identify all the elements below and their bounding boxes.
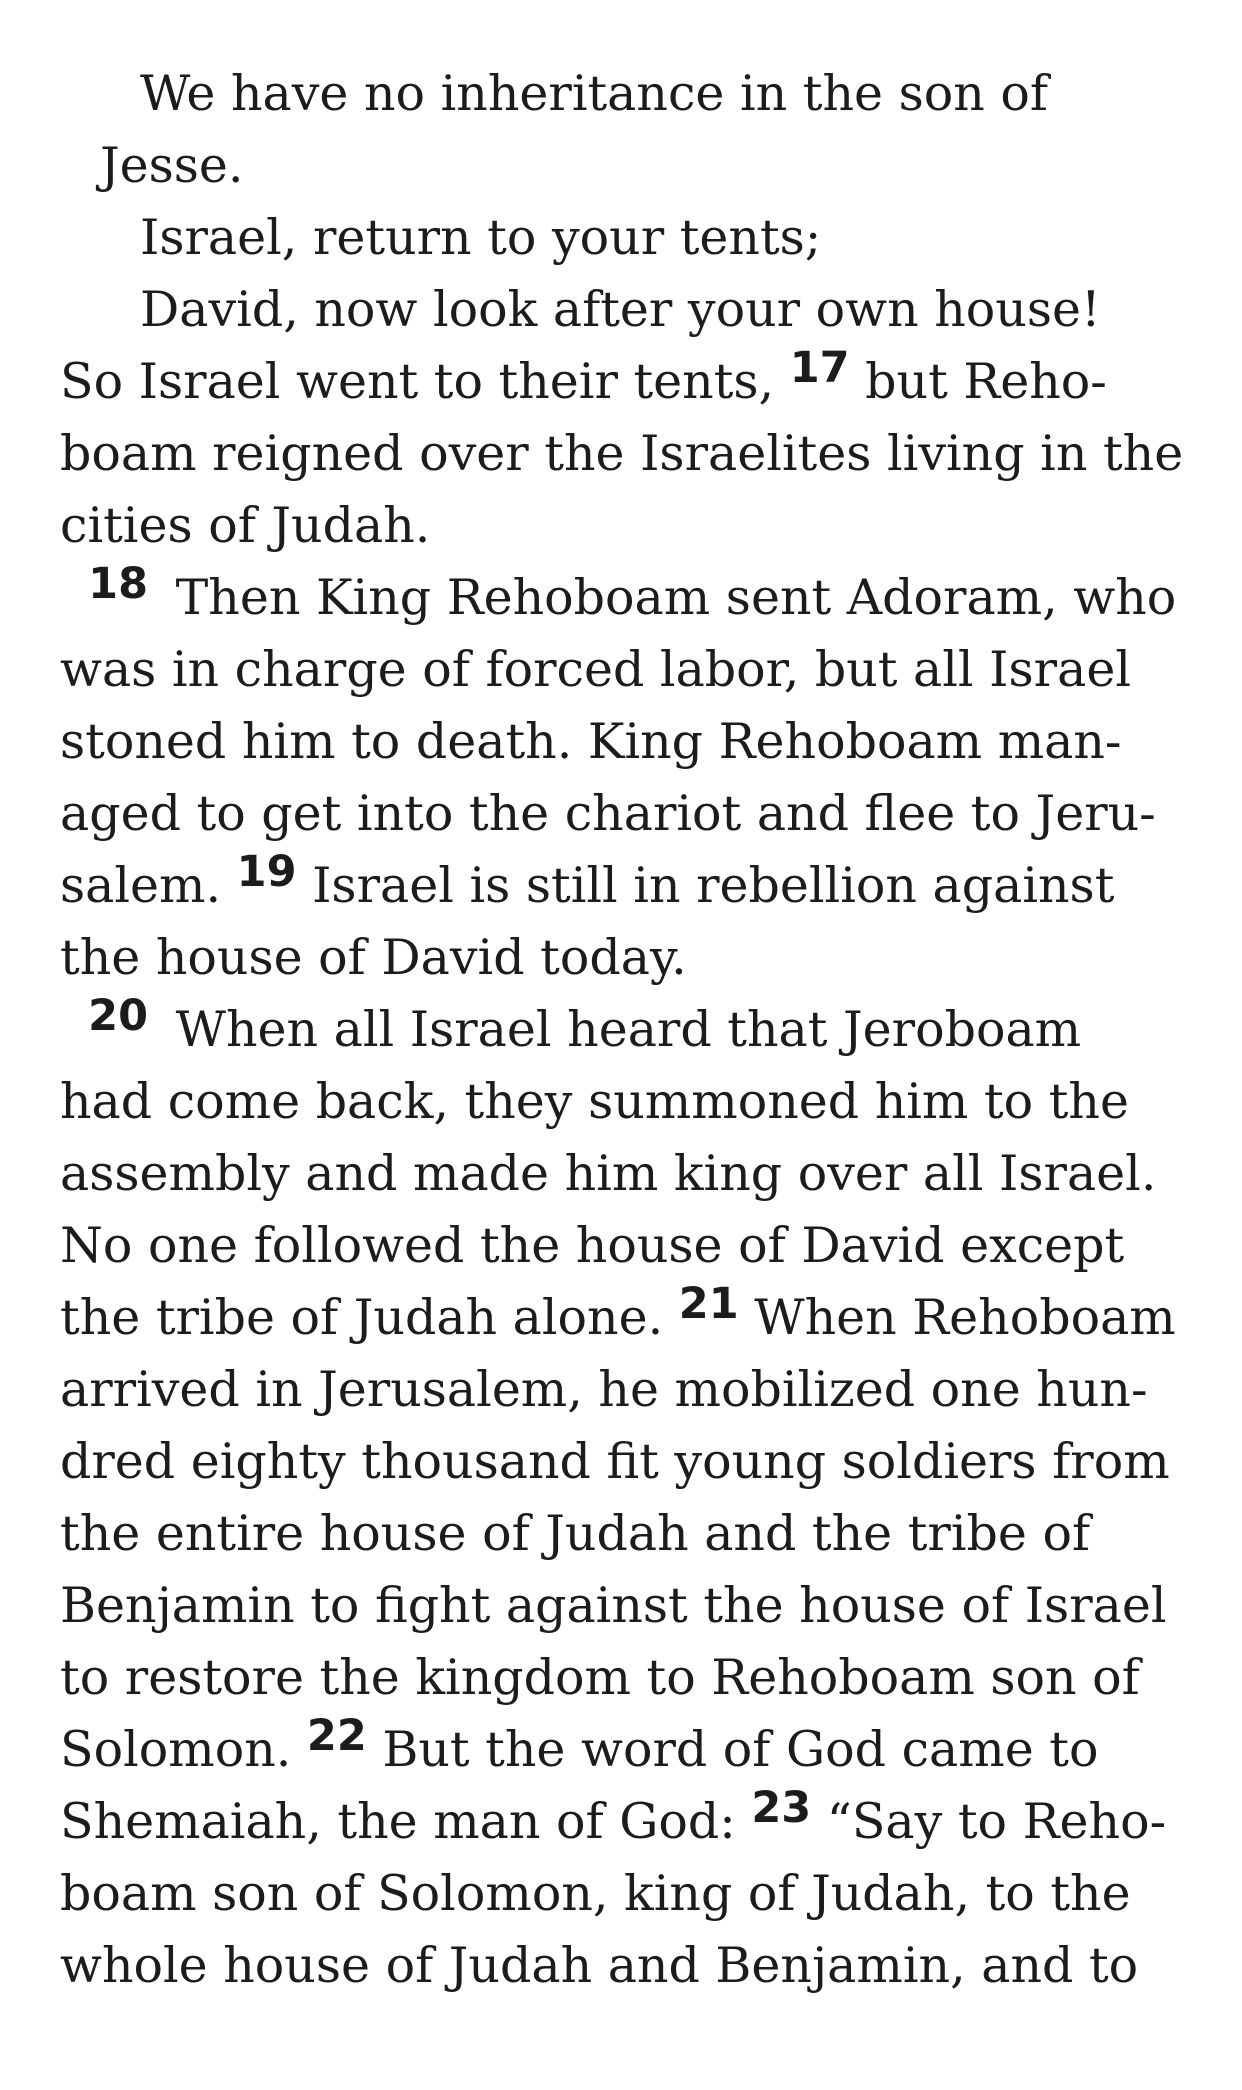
- text-line: to restore the kingdom to Rehoboam son of: [60, 1649, 1140, 1706]
- paragraph-v18-19: [60, 559, 1200, 994]
- verse-number: 23: [751, 1783, 812, 1833]
- text-line: No one followed the house of David except: [60, 1217, 1125, 1274]
- poem-line: David, now look after your own house!: [140, 281, 1101, 338]
- text-run: “Say to Reho-: [811, 1793, 1167, 1850]
- text-line: had come back, they summoned him to the: [60, 1073, 1129, 1130]
- text-line: cities of Judah.: [60, 497, 431, 554]
- text-line: [60, 847, 1200, 922]
- text-line: dred eighty thousand fit young soldiers from: [60, 1433, 1170, 1490]
- text-run: salem.: [60, 857, 237, 914]
- text-run: the tribe of Judah alone.: [60, 1289, 679, 1346]
- text-line: arrived in Jerusalem, he mobilized one hun-: [60, 1361, 1148, 1418]
- text-line: [60, 343, 1200, 418]
- text-line: stoned him to death. King Rehoboam man-: [60, 713, 1122, 770]
- text-line: whole house of Judah and Benjamin, and to: [60, 1937, 1139, 1994]
- text-run: Shemaiah, the man of God:: [60, 1793, 752, 1850]
- verse-number: 19: [236, 847, 297, 897]
- text-run: So Israel went to their tents,: [60, 353, 790, 410]
- text-run: Solomon.: [60, 1721, 307, 1778]
- verse-number: 20: [88, 991, 148, 1041]
- text-run: When Rehoboam: [738, 1289, 1176, 1346]
- verse-number: 17: [789, 343, 850, 393]
- text-line: [60, 559, 1200, 634]
- reader-page: [60, 58, 1200, 2002]
- text-line: the house of David today.: [60, 929, 687, 986]
- paragraph-v20-23: [60, 991, 1200, 2002]
- text-run: Then King Rehoboam sent Adoram, who: [160, 569, 1177, 626]
- text-line: assembly and made him king over all Israel.: [60, 1145, 1157, 1202]
- poem-line: Jesse.: [100, 137, 244, 194]
- text-line: aged to get into the chariot and flee to Jeru-: [60, 785, 1156, 842]
- paragraph-v16-17: [60, 343, 1200, 562]
- text-run: Israel is still in rebellion against: [296, 857, 1115, 914]
- poem-line: We have no inheritance in the son of: [140, 65, 1049, 122]
- text-line: [60, 1783, 1200, 1858]
- text-line: boam son of Solomon, king of Judah, to the: [60, 1865, 1131, 1922]
- poem-line: Israel, return to your tents;: [140, 209, 822, 266]
- verse-number: 21: [678, 1279, 739, 1329]
- text-run: When all Israel heard that Jeroboam: [160, 1001, 1082, 1058]
- verse-number: 18: [88, 559, 148, 609]
- text-run: But the word of God came to: [366, 1721, 1099, 1778]
- text-line: was in charge of forced labor, but all Israel: [60, 641, 1131, 698]
- text-line: boam reigned over the Israelites living in the: [60, 425, 1184, 482]
- text-line: [60, 1711, 1200, 1786]
- verse-number: 22: [306, 1711, 367, 1761]
- text-line: Benjamin to fight against the house of Israel: [60, 1577, 1167, 1634]
- text-run: but Reho-: [849, 353, 1107, 410]
- text-line: the entire house of Judah and the tribe of: [60, 1505, 1091, 1562]
- text-line: [60, 1279, 1200, 1354]
- poem-block: [60, 58, 1200, 346]
- text-line: [60, 991, 1200, 1066]
